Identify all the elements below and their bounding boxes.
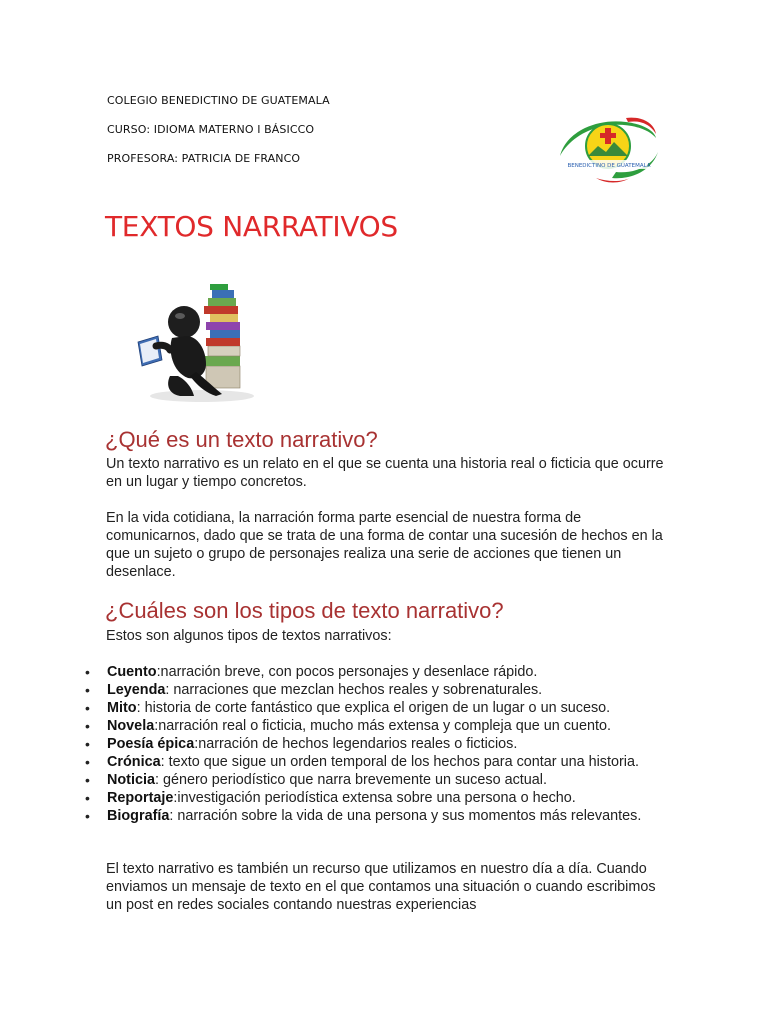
types-list bbox=[85, 663, 665, 825]
list-item bbox=[85, 771, 665, 789]
list-item bbox=[85, 789, 665, 807]
list-item bbox=[85, 753, 665, 771]
definition-paragraph: Un texto narrativo es un relato en el que se cuenta una historia real o ficticia que ocurre en un lugar y tiempo concretos. bbox=[106, 456, 664, 490]
list-item-desc: :narración de hechos legendarios reales o ficticios. bbox=[194, 736, 518, 752]
list-item bbox=[85, 717, 665, 735]
list-item-desc: :narración real o ficticia, mucho más extensa y compleja que un cuento. bbox=[154, 718, 611, 734]
list-item bbox=[85, 681, 665, 699]
list-item-desc: :investigación periodística extensa sobre una persona o hecho. bbox=[173, 790, 576, 806]
types-intro: Estos son algunos tipos de textos narrativos: bbox=[106, 628, 392, 644]
list-item-desc: : narraciones que mezclan hechos reales y sobrenaturales. bbox=[165, 682, 543, 698]
school-name: COLEGIO BENEDICTINO DE GUATEMALA bbox=[107, 94, 330, 107]
daily-life-paragraph: En la vida cotidiana, la narración forma parte esencial de nuestra forma de comunicarnos, dado que se trata de una forma de contar una sucesión de hechos en la que un sujeto o grupo de personajes realiza una serie de acciones que tienen un desenlace. bbox=[106, 510, 663, 580]
list-item-term: Poesía épica bbox=[107, 736, 195, 752]
list-item-term: Novela bbox=[107, 718, 155, 734]
list-item-term: Crónica bbox=[107, 754, 161, 770]
section-heading-types: ¿Cuáles son los tipos de texto narrativo? bbox=[105, 598, 504, 623]
list-item-desc: : narración sobre la vida de una persona y sus momentos más relevantes. bbox=[169, 808, 642, 824]
teacher-name: PROFESORA: PATRICIA DE FRANCO bbox=[107, 152, 301, 165]
list-item-term: Noticia bbox=[107, 772, 155, 788]
list-item-desc: : historia de corte fantástico que explica el origen de un lugar o un suceso. bbox=[136, 700, 611, 716]
course-name: CURSO: IDIOMA MATERNO I BÁSICCO bbox=[107, 123, 315, 136]
list-item-term: Reportaje bbox=[107, 790, 174, 806]
list-item bbox=[85, 699, 665, 717]
list-item-term: Mito bbox=[107, 700, 137, 716]
list-item-term: Cuento bbox=[107, 664, 157, 680]
list-item-desc: : género periodístico que narra brevemente un suceso actual. bbox=[154, 772, 547, 788]
list-item-term: Leyenda bbox=[107, 682, 166, 698]
list-item-desc: :narración breve, con pocos personajes y desenlace rápido. bbox=[156, 664, 538, 680]
section-heading-what-is: ¿Qué es un texto narrativo? bbox=[105, 427, 378, 452]
school-logo bbox=[556, 112, 660, 184]
logo-caption: BENEDICTINO DE GUATEMALA bbox=[567, 163, 651, 169]
closing-paragraph: El texto narrativo es también un recurso que utilizamos en nuestro día a día. Cuando enviamos un mensaje de texto en el que contamos una situación o cuando escribimos un post en redes sociales contando nuestras experiencias bbox=[106, 861, 656, 913]
list-item-term: Biografía bbox=[107, 808, 170, 824]
list-item bbox=[85, 735, 665, 753]
list-item-desc: : texto que sigue un orden temporal de los hechos para contar una historia. bbox=[160, 754, 639, 770]
list-item bbox=[85, 663, 665, 681]
list-item bbox=[85, 807, 665, 825]
page-title: TEXTOS NARRATIVOS bbox=[105, 210, 398, 243]
reading-figure-illustration bbox=[132, 280, 258, 406]
